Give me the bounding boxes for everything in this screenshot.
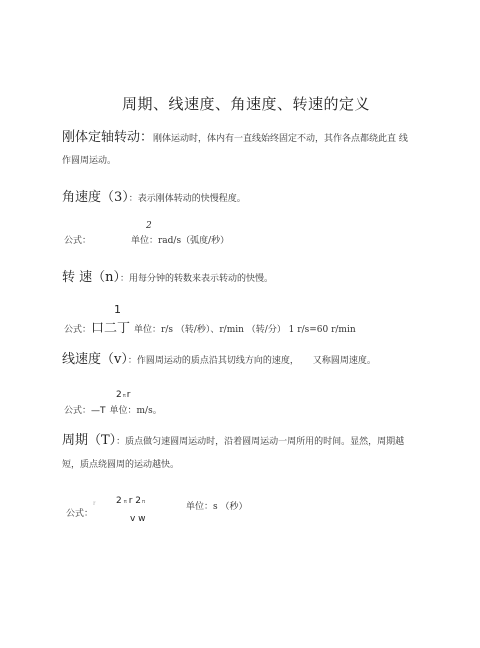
linear-unit: 单位：m/s。	[109, 406, 162, 416]
rotation-unit: 单位：r/s （转/秒）、r/min （转/分） 1 r/s=60 r/min	[134, 325, 356, 335]
period-formula-label: 公式：	[66, 509, 94, 519]
linear-formula-body: —T	[91, 406, 106, 416]
linear-formula-line	[64, 400, 162, 416]
rotation-formula-line	[64, 319, 356, 335]
period-formula-mark: 『	[93, 502, 96, 508]
rigid-rotation-desc: 刚体运动时，体内有一直线始终固定不动，其作各点都绕此直 线	[153, 134, 408, 144]
linear-formula-pi: π	[122, 393, 126, 399]
rotation-speed-term: 转 速（n）	[62, 270, 121, 285]
period-formula-line	[66, 503, 96, 519]
linear-velocity-line	[62, 350, 376, 366]
rigid-rotation-line	[62, 128, 408, 144]
linear-formula-r: r	[126, 390, 131, 400]
period-formula-fraction-top	[116, 490, 145, 506]
linear-formula-fraction-top	[116, 384, 130, 400]
period-line	[62, 431, 404, 447]
period-formula-r2: r 2	[128, 496, 142, 506]
page-title: 周期、线速度、角速度、转速的定义	[122, 95, 371, 113]
linear-formula-label: 公式：	[64, 406, 92, 416]
angular-unit: 单位：rad/s（弧度/秒）	[131, 236, 230, 246]
rotation-speed-line	[62, 268, 273, 284]
period-formula-fraction-bottom: v w	[130, 514, 146, 524]
rotation-formula-body: 口二丁	[91, 321, 131, 336]
period-desc: ：质点做匀速圆周运动时，沿着圆周运动一周所用的时间。显然，周期越	[116, 437, 405, 447]
linear-velocity-term: 线速度（v）	[62, 352, 128, 367]
angular-formula-superscript: 2	[146, 221, 152, 231]
linear-formula-two: 2	[116, 390, 122, 400]
rotation-formula-fraction-top: 1	[114, 303, 121, 316]
linear-velocity-desc-tail: 又称圆周速度。	[312, 356, 376, 366]
angular-velocity-term: 角速度（3）	[62, 190, 129, 205]
period-unit: 单位：s （秒）	[186, 502, 248, 512]
rigid-rotation-desc-cont: 作圆周运动。	[62, 156, 117, 166]
rotation-speed-desc: ：用每分钟的转数来表示转动的快慢。	[120, 274, 274, 284]
rotation-formula-label: 公式：	[64, 325, 92, 335]
angular-formula-label: 公式：	[64, 236, 92, 246]
rigid-rotation-term: 刚体定轴转动：	[62, 130, 154, 145]
period-formula-pi-1: π	[123, 499, 127, 505]
period-formula-two: 2	[116, 496, 122, 506]
linear-velocity-desc: ：作圆周运动的质点沿其切线方向的速度，	[127, 356, 299, 366]
period-desc-cont: 短，质点绕圆周的运动越快。	[62, 460, 180, 470]
period-term: 周期（T）	[62, 433, 117, 448]
period-formula-pi-2: π	[142, 499, 146, 505]
angular-velocity-line	[62, 188, 246, 204]
angular-velocity-desc: ：表示刚体转动的快慢程度。	[128, 194, 246, 204]
